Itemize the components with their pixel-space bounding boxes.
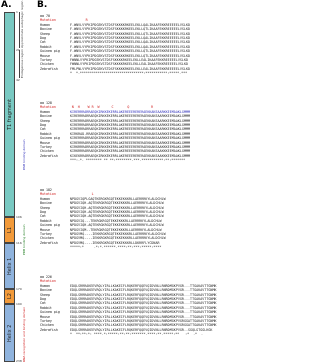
sequence: EDQLSRRRAKEEVRQLYIRLLKAKEIFLRQKERFQQEVQIDVNLLRNRDMGKPVGR---TTGAKAVTTGNMK [70,301,217,306]
sequence: FWNNLVYPKIPDGEKVSTDSFSKKKKRKEELEKLLEALIKAAFEKKREEEEELVSLKD [70,57,189,62]
sequence: EDQLSRRRAKEEVRQLYIRLLKAKEIFLRQKERFQQEVQIDVNLLRNRDMGKPVGRGGATTGAKAVTTGNMK [70,323,217,328]
mutation-row: Mutation L [40,192,104,197]
sequence: KIRERRRARRAEQKIRKKEKERRLAKEREEERERERAEKKAKEAARKKEEMAAKLGMMM [70,140,191,145]
sequence: KIRKRAD-RRAEQKIRKKEKERRLAKEREEERERERAEKKAKEAARKKEEMAAKLGMMM [70,131,191,136]
segment-t1-fragment-label: T1 fragment [7,99,13,130]
species-label: Cat [40,127,46,132]
species-label: Zebrafish [40,240,58,245]
species-label: Sheep [40,118,50,123]
sequence: F-WNVLVYPKIPDGEKVSTDSFSKKKKRKEELEKLLQTLIKAAFEKKREEEEELVSLKD [70,27,191,32]
block-position: aa 226 [40,275,52,279]
species-label: Turkey [40,231,52,236]
sequence: EDQLSRRRAKEEVRQLYIRLLKAKEIFLRQKERFQQEVQIDVNLLRNRDMGKPVGR---TTGAKAVTTGNMK [70,292,217,297]
mutation-row: Mutation N H W R W C Q R [40,105,154,110]
sequence: EDQLSRRRAKEEVRQLYIRLLKAKEIFLRQKERFQQEVQIDVNLLRNRDMGKPVGR---TTGAKAVTTGNMK [70,310,217,315]
mutation-row: Mutation R [40,18,106,23]
sequence: KIRKRRRARRAEQKIRKKEKERRLAKEREEERERERAEKKAKEAAKKKEEMAAKLGMMM [70,149,191,154]
tick-170: 170 [16,287,22,291]
sequence: EDQLSRRRAKEEVRQLYIRLLKAKEIFLRQKERFQQEVQIDVNLLRNRDMGKPVGR---TTGAKAVTTGNMK [70,314,217,319]
segment-helix-1-label: Helix 1 [7,257,13,275]
panel-b-letter: B. [37,0,48,10]
sequence: NPDGVMQ----IEKKRGKRGQTEKKEKKKRLLAERRRKYLALDCHLW [70,231,166,236]
consensus-row: * *.********************************:***********:*****.*** [70,71,188,76]
species-label: Cat [40,301,46,306]
sequence: NPDGVIQ---TEKRGKRGQTEKKEKKKRLLAERRRKYLALDCHLW [70,218,162,223]
consensus-row: *****:* .*:*.******.****:**:***:*****:**** [70,245,162,250]
species-label: Turkey [40,144,52,149]
sequence: KIRKRRRARRAEQKIRKKEKERRLAKEREEERERERAEKKAKEAAKKKEEMAAKLGMMM [70,144,191,149]
species-label: Mouse [40,140,50,145]
sequence: F-WNVLVYPKIPDGEKVSTDSFSKKKKRKEELEKLLQALIKAAFEKKREEEEELVSLKD [70,44,191,49]
species-label: Guinea pig [40,136,60,141]
segment-l2-label: L2 [7,293,13,300]
species-label: Mouse [40,314,50,319]
sequence: F-WNVLVYPKIPDGEKVSTDSFSKKKKRKEELEKLLQALIKAAFEKKREEEEELVSLKD [70,40,191,45]
species-label: Dog [40,296,46,301]
species-label: Rabbit [40,305,52,310]
sequence: KIRERRRARRAEQKIRKKEKERRLAKEREEERERERAEKKAKEAARKKEEMAAKLGMMM [70,127,191,132]
species-label: Sheep [40,292,50,297]
segment-helix-2-label: Helix 2 [7,324,13,342]
sequence: KIRERRRARRAEQKIRKKEKERRLAKEREEERERERAEKKAKEAARKKEEMAAKLGMMM [70,118,191,123]
sequence: F-WNVLVYPKIPDGEKVSTDSFSKKKKRKEELEKLLQTLIKAAFEKKREEEEELVSLKD [70,49,191,54]
sequence: NPDGVIQH-AQTEKRGKRGQTEKKEKKKRLLAERRRKYLALDCHLW [70,201,164,206]
sequence: NPDGVIQH-AQTEKRGKRGQTEKKEKKKRLLAERRRKYLALDCHLW [70,223,164,228]
block-position: aa 128 [40,101,52,105]
tick-190: 190 [16,302,22,306]
species-label: Rabbit [40,218,52,223]
sequence: NPDGVIQH-AQTEKRGKRGQTEKKEKKKRLLAERRRKYLALDCHLW [70,205,164,210]
tick-42: 42 [16,78,20,82]
block-position: aa 182 [40,188,52,192]
species-label: Chicken [40,236,54,241]
sequence: NPDGVIQH-AQTEKRGKRGQTEKKEKKKRLLAERRRKYLALDCHLW [70,209,164,214]
species-label: Dog [40,35,46,40]
species-label: Guinea pig [40,223,60,228]
species-label: Zebrafish [40,153,58,158]
species-label: Cat [40,214,46,219]
alignment-block [40,275,280,336]
alignment-block [40,14,280,75]
tick-116: 116 [16,241,22,245]
species-label: Turkey [40,318,52,323]
sequence: FWNNLVYPKIPDGEKVSTDSFSKKKKRKEELEKLLEALIKAAFEKKREEEEELVSLKD [70,62,189,67]
tick-1: 1 [16,10,18,14]
species-label: Chicken [40,62,54,67]
sequence: NPDGVIQM--TEKRGKRGQTEKKEKKKRLLAERRRKYLALDCHLW [70,227,162,232]
species-label: Dog [40,122,46,127]
tick-106: 106 [16,215,22,219]
species-label: Rabbit [40,131,52,136]
sequence: EDQLSRRRAKEEVRQLYIRLLKAKEIFLRQKERFQQEVQIDVNLLRNRDMGKPVGRGGATTGAKAVTTGNMK [70,318,217,323]
sequence: FMLPNLVYPKIPDGEKVSTDSFSKKKKRKEELEKLLEALIKAAFEKKREEEEELVSLKD [70,66,191,71]
note-autophagic: Approximate autophagic region [20,0,24,48]
note-pdb-binding: PDB binding domain [22,224,26,255]
note-rna-binding: RNA recognition and binding domain [22,306,26,362]
sequence: KIRERRRARRAEQKIRKKEKERRLAKEREEERERERAEKKAKEAARKKEEMAAKLGMMM [70,114,191,119]
species-label: Bovine [40,27,52,32]
sequence: NPDGVIQH-AQTEKRGKRGQTEKKEKKKRLLAERRRKYLALDCHLW [70,214,164,219]
sequence: F-WNVLVYPKIPDGEKVSTDSFSKKKKRKEELEKLLQALIKAAFEKKREEEEELVSLKD [70,22,191,27]
tick-20: 20 [16,48,20,52]
sequence: EDQLSRRRAKEEVRQLYIRLLKAKEIFLRQKERFQQEVQIDVNLLRNRDMGKPVGR---TTGAKAVTTGNMK [70,288,217,293]
sequence: F-WNVLVYPKIPDGEKVSTDSFSKKKKRKEELEKLLQTLIKAAFEKKREEEEELVSLKD [70,31,191,36]
species-label: Zebrafish [40,66,58,71]
note-pam-binding: PAM binding domain [22,139,26,170]
sequence: EDQLSRRRAKEEVRQLYIRLLKAKEIFLRQKERFQQEVQIDVNLLRNRDMGKPVGR---TTGAKAVTTGNMK [70,305,217,310]
species-label: Human [40,196,50,201]
species-label: Mouse [40,53,50,58]
species-label: Guinea pig [40,49,60,54]
alignment-block [40,101,280,162]
alignment-block [40,188,280,249]
segment-l1-label: L1 [7,227,13,233]
sequence: EDQLSRRRAKEEVRQLYIRLLKAKEIFLRQKERFQQEVQIDVNLLRNRDMGKPVGR---TTGAKAVTTGNMK [70,283,217,288]
panel-a-letter: A. [1,0,12,10]
block-position: aa 70 [40,14,50,18]
species-label: Sheep [40,31,50,36]
species-label: Cat [40,40,46,45]
sequence: KIRERRRARRAEQKIRKKEKERRLAKEREEERERERAEKKAKEAARKKEEMAAKLGMMM [70,136,191,141]
consensus-row: * **:**:*: ****.*:*****:**:**:*******.****:**.*****:** :* .* . [70,332,209,337]
species-label: Rabbit [40,44,52,49]
species-label: Turkey [40,57,52,62]
species-label: Human [40,109,50,114]
sequence: KIRERRRARRAEQKIRKKEKERRLAKEREEERERERAEKKAKEAARKKEEMAAKLGMMM [70,109,191,114]
sequence: KIKEKRRARRAEQKIRKKEKERRLAKEREEERERERAEKKAKEAAKKKEEMAAKLGMMM [70,153,191,158]
sequence: F-WNVLVYPKIPDGEKVSTDSFSKKKKRKEELEKLLQTLIKAAFEKKREEEEELVSLKD [70,53,191,58]
tick-238: 238 [16,359,22,363]
sequence: EDQLSRRRAKEEVRQLYIRLLKAKEIFLRQKERFQQEVQIDVNLLRNRDMGKPVGR---TTGAKAVTTGNMK [70,296,217,301]
species-label: Dog [40,209,46,214]
sequence: NPDGVMQ----IEKKRGKRGQTEKKEKKKRLLDKRRFLYCDNAR [70,240,160,245]
species-label: Chicken [40,149,54,154]
sequence: KIRERRRARRAEQKIRKKEKERRLAKEREEERERERAEKKAKEAARKKEEMAAKLGMMM [70,122,191,127]
species-label: Chicken [40,323,54,328]
species-label: Sheep [40,205,50,210]
species-label: Bovine [40,201,52,206]
mutation-row: Mutation [40,279,56,284]
sequence: F-WNVLVYPKIPDGEKVSTDSFSKKKKRKEELEKLLQALIKAAFEKKREEEEELVSLKD [70,35,191,40]
sequence: NPDGVIQPLGAQTKERGKRGQTEKKEKKKRLLAERRRKYLALDCHLW [70,196,166,201]
species-label: Human [40,283,50,288]
sequence: EDQLSRRRAKEEVRQLYIRLLKAKEIFLRQKERFQQEVQIDVNLLRNRDMGKPVGR--SGQLGTGGLKGK [70,327,213,332]
sequence: NPDGVMQ----IEKKRGKRGQTEKKEKKKRLLAERRRKYLALDCHLW [70,236,166,241]
species-label: Mouse [40,227,50,232]
species-label: Bovine [40,114,52,119]
consensus-row: ***:.*. ******** ** **:********.***.***********:**:******* [70,158,186,163]
species-label: Bovine [40,288,52,293]
species-label: Human [40,22,50,27]
note-endogenous: Endogenous region [20,49,24,78]
species-label: Guinea pig [40,310,60,315]
species-label: Zebrafish [40,327,58,332]
